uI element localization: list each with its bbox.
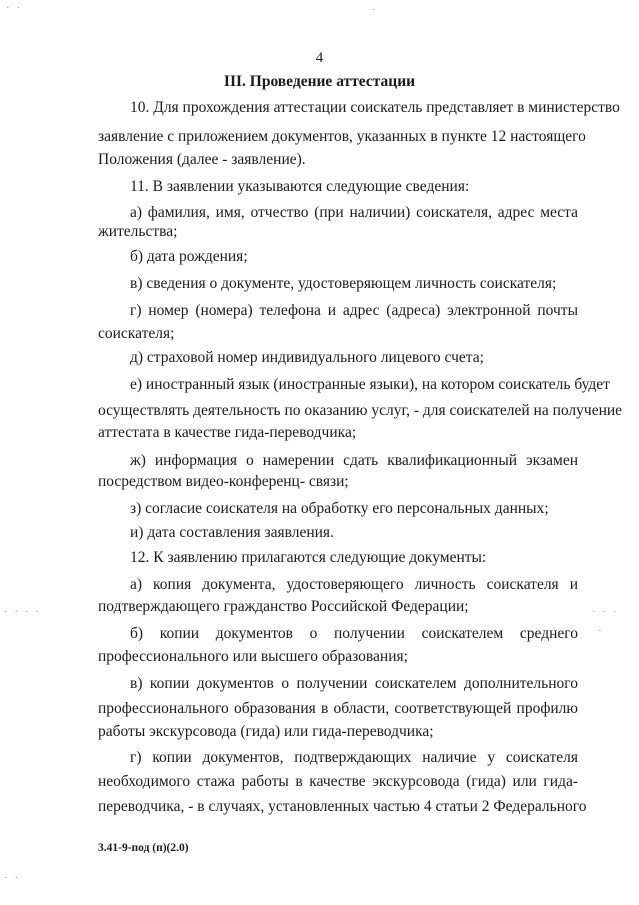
- paragraph-line: и) дата составления заявления.: [130, 524, 334, 541]
- scan-speck: · · ·: [592, 606, 619, 618]
- paragraph-line: переводчика, - в случаях, установленных частью 4 статьи 2 Федерального: [98, 798, 587, 815]
- paragraph-line: г) номер (номера) телефона и адрес (адреса) электронной почты: [130, 302, 578, 319]
- paragraph-line: посредством видео-конференц- связи;: [98, 473, 349, 490]
- section-title: III. Проведение аттестации: [223, 73, 416, 90]
- paragraph-line: б) дата рождения;: [130, 248, 248, 265]
- paragraph-line: подтверждающего гражданство Российской Федерации;: [98, 598, 469, 615]
- paragraph-line: аттестата в качестве гида-переводчика;: [98, 424, 357, 441]
- paragraph-line: заявление с приложением документов, указанных в пункте 12 настоящего: [98, 128, 586, 145]
- paragraph-line: а) фамилия, имя, отчество (при наличии) соискателя, адрес места: [130, 204, 578, 221]
- paragraph-line: жительства;: [98, 223, 178, 240]
- page-number: 4: [315, 50, 324, 66]
- paragraph-line: профессионального или высшего образования;: [98, 648, 408, 665]
- paragraph-line: ж) информация о намерении сдать квалификационный экзамен: [130, 452, 578, 469]
- paragraph-line: необходимого стажа работы в качестве экскурсовода (гида) или гида-: [98, 773, 578, 790]
- paragraph-line: б) копии документов о получении соискателем среднего: [130, 625, 578, 642]
- scan-speck: · · · ·: [4, 606, 41, 618]
- paragraph-line: з) согласие соискателя на обработку его персональных данных;: [130, 500, 549, 517]
- scan-speck: ·: [598, 625, 604, 637]
- paragraph-line: Положения (далее - заявление).: [98, 151, 306, 168]
- footer-code: 3.41-9-под (п)(2.0): [98, 842, 189, 854]
- paragraph-line: в) копии документов о получении соискателем дополнительного: [130, 675, 578, 692]
- paragraph-line: г) копии документов, подтверждающих наличие у соискателя: [130, 749, 578, 766]
- paragraph-line: д) страховой номер индивидуального лицевого счета;: [130, 349, 484, 366]
- paragraph-line: соискателя;: [98, 325, 175, 342]
- paragraph-line: осуществлять деятельность по оказанию услуг, - для соискателей на получение: [98, 402, 623, 419]
- paragraph-line: 11. В заявлении указываются следующие сведения:: [130, 178, 470, 195]
- paragraph-line: работы экскурсовода (гида) или гида-переводчика;: [98, 723, 434, 740]
- paragraph-line: е) иностранный язык (иностранные языки), на котором соискатель будет: [130, 376, 610, 393]
- paragraph-line: профессионального образования в области, соответствующей профилю: [98, 700, 578, 717]
- scan-speck: · ·: [4, 872, 21, 884]
- paragraph-line: в) сведения о документе, удостоверяющем личность соискателя;: [130, 275, 557, 292]
- paragraph-line: 10. Для прохождения аттестации соискатель представляет в министерство: [130, 99, 620, 116]
- paragraph-line: а) копия документа, удостоверяющего личность соискателя и: [130, 576, 578, 593]
- scan-speck: ·: [372, 4, 378, 16]
- scan-speck: · ·: [6, 2, 23, 14]
- paragraph-line: 12. К заявлению прилагаются следующие документы:: [130, 549, 487, 566]
